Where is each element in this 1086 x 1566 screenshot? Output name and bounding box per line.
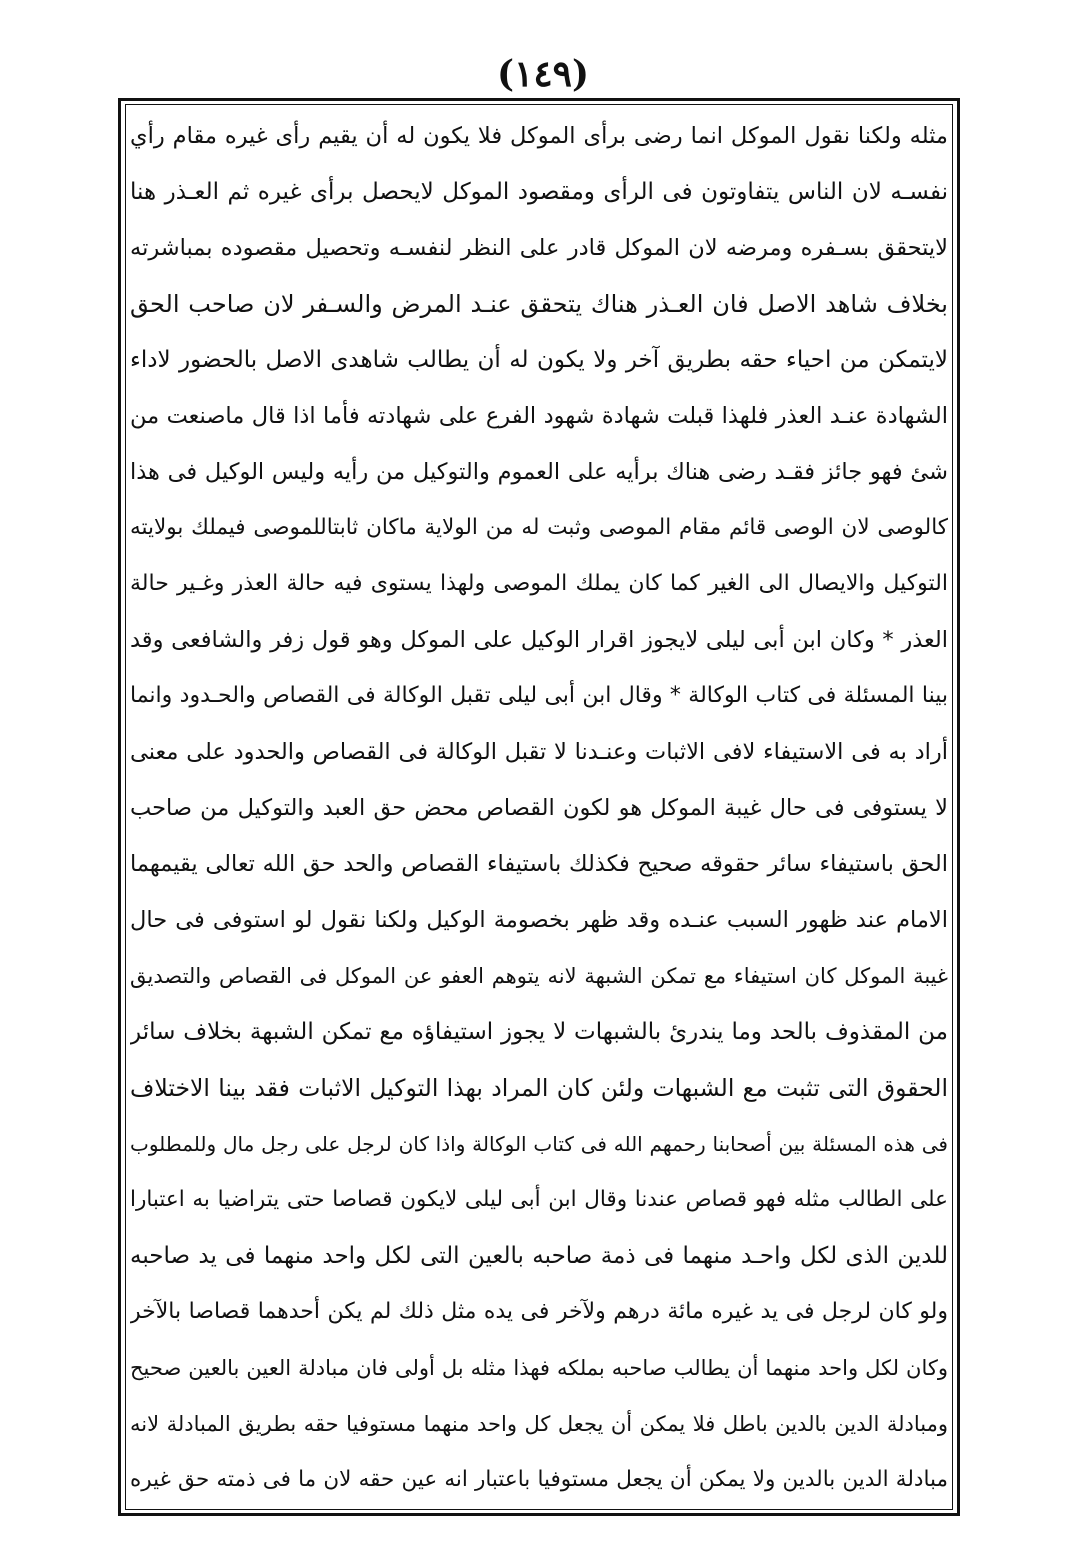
text-body <box>130 112 948 1504</box>
text-line: لايتحقق بسـفره ومرضه لان الموكل قادر على النظر لنفسـه وتحصيل مقصوده بمباشرته <box>130 235 948 261</box>
text-line: ومبادلة الدين بالدين باطل فلا يمكن أن يجعل كل واحد منهما مستوفيا حقه بطريق المبادلة لانه <box>130 1412 948 1436</box>
text-line: شئ فهو جائز فقـد رضى هناك برأيه على العموم والتوكيل من رأيه وليس الوكيل فى هذا <box>130 459 948 485</box>
text-line: الحق باستيفاء سائر حقوقه صحيح فكذلك باستيفاء القصاص والحد حق الله تعالى يقيمهما <box>130 851 948 877</box>
text-line: نفسـه لان الناس يتفاوتون فى الرأى ومقصود الموكل لايحصل برأى غيره ثم العـذر هنا <box>130 179 948 205</box>
text-line: مثله ولكنا نقول الموكل انما رضى برأى الموكل فلا يكون له أن يقيم رأى غيره مقام رأي <box>130 123 948 149</box>
text-line: ولو كان لرجل فى يد غيره مائة درهم ولآخر فى يده مثل ذلك لم يكن أحدهما قصاصا بالآخر <box>130 1299 948 1324</box>
text-line: لايتمكن من احياء حقه بطريق آخر ولا يكون له أن يطالب شاهدى الاصل بالحضور لاداء <box>130 347 948 373</box>
text-line: كالوصى لان الوصى قائم مقام الموصى وثبت له من الولاية ماكان ثابتاللموصى فيملك بولايته <box>130 515 948 540</box>
text-line: من المقذوف بالحد وما يندرئ بالشبهات لا يجوز استيفاؤه مع تمكن الشبهة بخلاف سائر <box>130 1019 948 1045</box>
text-line: الامام عند ظهور السبب عنـده وقد ظهر بخصومة الوكيل ولكنا نقول لو استوفى فى حال <box>130 907 948 933</box>
text-line: للدين الذى لكل واحـد منهما فى ذمة صاحبه بالعين التى لكل واحد منهما فى يد صاحبه <box>130 1243 948 1269</box>
text-line: الشهادة عنـد العذر فلهذا قبلت شهادة شهود الفرع على شهادته فأما اذا قال ماصنعت من <box>130 403 948 429</box>
text-line: فى هذه المسئلة بين أصحابنا رحمهم الله فى كتاب الوكالة واذا كان لرجل على رجل مال وللمطلوب <box>130 1132 948 1156</box>
page-number: (١٤٩) <box>496 53 590 95</box>
text-line: لا يستوفى فى حال غيبة الموكل هو لكون القصاص محض حق العبد والتوكيل من صاحب <box>130 795 948 821</box>
text-line: مبادلة الدين بالدين ولا يمكن أن يجعل مستوفيا باعتبار انه عين حقه لان ما فى ذمته حق غيره <box>130 1467 948 1492</box>
text-line: التوكيل والايصال الى الغير كما كان يملك الموصى ولهذا يستوى فيه حالة العذر وغـير حالة <box>130 571 948 596</box>
text-line: بخلاف شاهد الاصل فان العـذر هناك يتحقق عنـد المرض والسـفر لان صاحب الحق <box>130 290 948 318</box>
text-line: وكان لكل واحد منهما أن يطالب صاحبه بملكه فهذا مثله بل أولى فان مبادلة العين بالعين صحيح <box>130 1356 948 1380</box>
text-line: العذر * وكان ابن أبى ليلى لايجوز اقرار الوكيل على الموكل وهو قول زفر والشافعى وقد <box>130 627 948 653</box>
text-line: على الطالب مثله فهو قصاص عندنا وقال ابن أبى ليلى لايكون قصاصا حتى يتراضيا به اعتبارا <box>130 1187 948 1212</box>
text-line: غيبة الموكل كان استيفاء مع تمكن الشبهة لانه يتوهم العفو عن الموكل فى القصاص والتصديق <box>130 964 948 988</box>
text-line: الحقوق التى تثبت مع الشبهات ولئن كان المراد بهذا التوكيل الاثبات فقد بينا الاختلاف <box>130 1074 948 1102</box>
text-line: أراد به فى الاستيفاء لافى الاثبات وعنـدنا لا تقبل الوكالة فى القصاص والحدود على معنى <box>130 739 948 765</box>
text-line: بينا المسئلة فى كتاب الوكالة * وقال ابن أبى ليلى تقبل الوكالة فى القصاص والحـدود وانما <box>130 683 948 708</box>
